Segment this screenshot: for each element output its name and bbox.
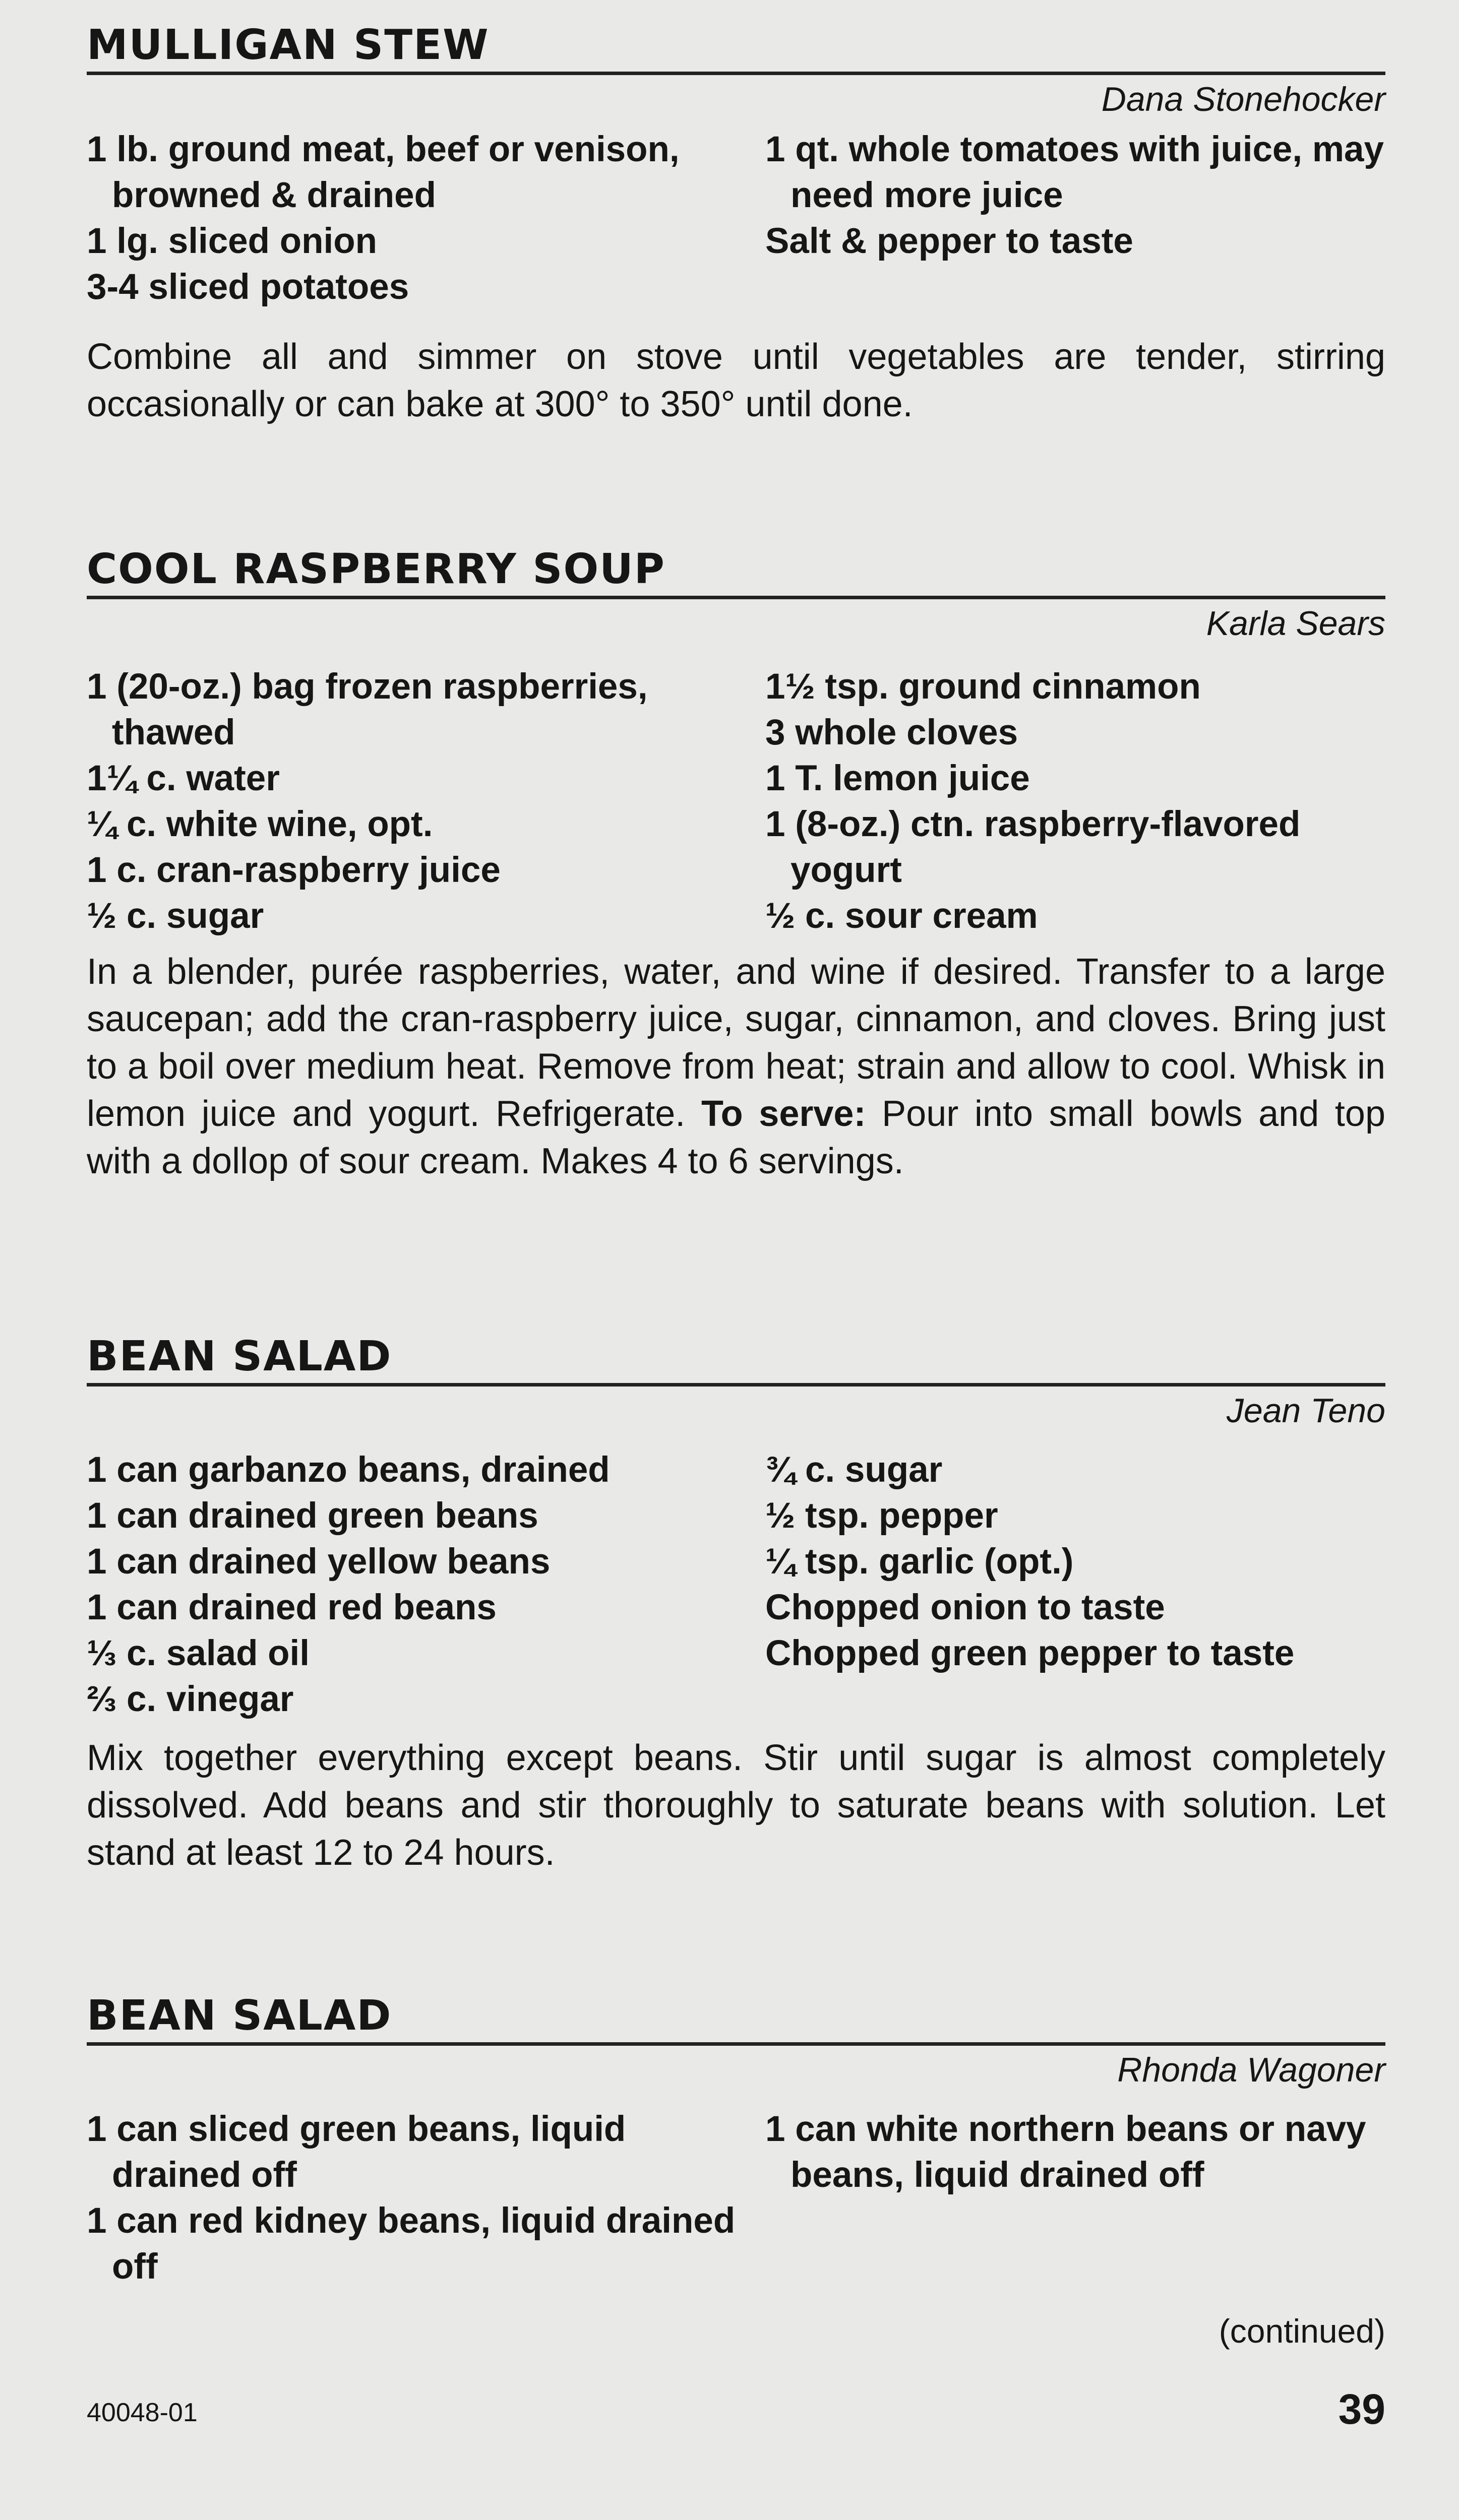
recipe-title: BEAN SALAD bbox=[87, 1333, 392, 1380]
ingredient-item: Chopped green pepper to taste bbox=[765, 1633, 1295, 1673]
footer-code: 40048-01 bbox=[87, 2398, 198, 2427]
recipe-directions: Mix together everything except beans. Stir until sugar is almost completely dissolved. Add beans and stir thoroughly to saturate beans with solution. Let stand at least 12 to 24 hours. bbox=[87, 1738, 1385, 1873]
recipe-title: BEAN SALAD bbox=[87, 1992, 392, 2040]
ingredient-item: 1½ tsp. ground cinnamon bbox=[765, 667, 1201, 707]
title-rule bbox=[87, 1383, 1385, 1387]
recipe-title: MULLIGAN STEW bbox=[87, 21, 490, 69]
ingredient-item: 1 lg. sliced onion bbox=[87, 221, 377, 261]
ingredient-item: 3 whole cloves bbox=[765, 713, 1018, 752]
title-rule bbox=[87, 72, 1385, 75]
ingredient-item: ½ c. sugar bbox=[87, 896, 264, 936]
ingredients bbox=[87, 1447, 1385, 1722]
ingredient-item: ½ tsp. pepper bbox=[765, 1496, 998, 1536]
ingredient-item: 1 can red kidney beans, liquid drained off bbox=[87, 2201, 736, 2287]
ingredient-item: ½ c. sour cream bbox=[765, 896, 1038, 936]
recipe-cool-raspberry-soup bbox=[87, 544, 1385, 1221]
ingredient-item: Salt & pepper to taste bbox=[765, 221, 1133, 261]
ingredient-item: 3-4 sliced potatoes bbox=[87, 267, 409, 307]
recipe-bean-salad-wagoner bbox=[87, 1991, 1385, 2290]
ingredients-right-column bbox=[765, 1447, 1385, 1722]
recipe-directions: Combine all and simmer on stove until vegetables are tender, stirring occasionally or can bake at 300° to 350° until done. bbox=[87, 337, 1385, 424]
ingredient-item: 1 (8-oz.) ctn. raspberry-flavored yogurt bbox=[765, 804, 1301, 890]
ingredients-left-column bbox=[87, 2106, 752, 2290]
ingredients-left-column bbox=[87, 664, 752, 939]
ingredients bbox=[87, 664, 1385, 939]
recipe-directions bbox=[87, 948, 1385, 1185]
ingredient-item: Chopped onion to taste bbox=[765, 1588, 1165, 1627]
recipe-author: Karla Sears bbox=[1206, 604, 1385, 643]
ingredients bbox=[87, 127, 1385, 310]
title-rule bbox=[87, 596, 1385, 599]
recipe-title: COOL RASPBERRY SOUP bbox=[87, 545, 665, 593]
recipe-bean-salad-teno bbox=[87, 1332, 1385, 1913]
ingredient-item: 1 qt. whole tomatoes with juice, may need more juice bbox=[765, 130, 1384, 215]
recipe-mulligan-stew bbox=[87, 20, 1385, 464]
ingredient-item: 1 lb. ground meat, beef or venison, browned & drained bbox=[87, 130, 680, 215]
recipe-author: Dana Stonehocker bbox=[1101, 80, 1385, 118]
ingredients-left-column bbox=[87, 1447, 752, 1722]
ingredient-item: 1 can sliced green beans, liquid drained off bbox=[87, 2109, 626, 2195]
page-number: 39 bbox=[1338, 2385, 1385, 2433]
ingredient-item: 1¼ c. water bbox=[87, 759, 280, 798]
directions-text: Pour into small bowls and top with a dollop of sour cream. Makes 4 to 6 servings. bbox=[87, 1094, 1385, 1181]
recipe-author: Jean Teno bbox=[1226, 1392, 1385, 1430]
directions-bold-label: To serve: bbox=[701, 1094, 866, 1134]
ingredient-item: 1 can drained yellow beans bbox=[87, 1542, 551, 1582]
continued-label: (continued) bbox=[1219, 2312, 1385, 2350]
ingredients-right-column bbox=[765, 664, 1385, 939]
ingredient-item: ¼ tsp. garlic (opt.) bbox=[765, 1542, 1074, 1582]
ingredient-item: 1 can drained green beans bbox=[87, 1496, 538, 1536]
ingredients bbox=[87, 2106, 1385, 2290]
ingredient-item: ¾ c. sugar bbox=[765, 1450, 943, 1490]
ingredient-item: 1 can drained red beans bbox=[87, 1588, 497, 1627]
directions-text: In a blender, purée raspberries, water, and wine if desired. Transfer to a large saucepan; add the cran-raspberry juice, sugar, cinnamon, and cloves. Bring just to a boil over medium heat. Remove from heat; strain and allow to cool. Whisk in lemon juice and yogurt. Refrigerate. bbox=[87, 952, 1385, 1134]
ingredient-item: ⅔ c. vinegar bbox=[87, 1679, 294, 1719]
ingredients-right-column bbox=[765, 127, 1385, 310]
ingredient-item: 1 (20-oz.) bag frozen raspberries, thawed bbox=[87, 667, 648, 752]
title-rule bbox=[87, 2042, 1385, 2046]
ingredient-item: 1 T. lemon juice bbox=[765, 759, 1030, 798]
recipe-author: Rhonda Wagoner bbox=[1117, 2051, 1385, 2089]
ingredient-item: ¼ c. white wine, opt. bbox=[87, 804, 433, 844]
ingredients-right-column bbox=[765, 2106, 1385, 2290]
ingredients-left-column bbox=[87, 127, 752, 310]
ingredient-item: 1 c. cran-raspberry juice bbox=[87, 850, 501, 890]
ingredient-item: ⅓ c. salad oil bbox=[87, 1633, 310, 1673]
ingredient-item: 1 can garbanzo beans, drained bbox=[87, 1450, 610, 1490]
ingredient-item: 1 can white northern beans or navy beans, liquid drained off bbox=[765, 2109, 1366, 2195]
